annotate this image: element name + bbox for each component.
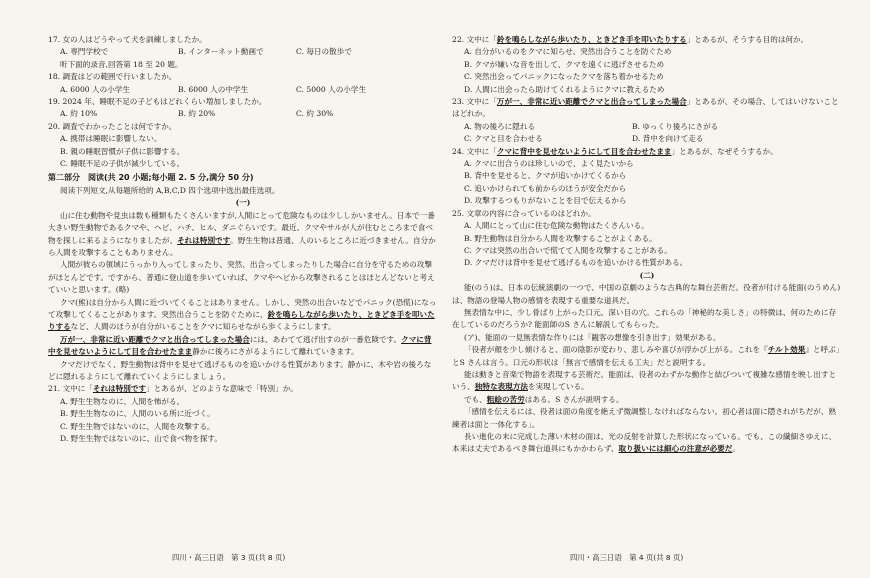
option-a: A. クマに出合うのは珍しいので、よく見たいから (464, 159, 634, 169)
question-21: 21. 文中に「それは特別です」とあるが、どのような意味で「特別」か。 (48, 384, 298, 394)
paragraph-4: 「役者が顔を少し傾けると、面の陰影が変わり、悲しみや喜びが浮かび上がる。これを『チルト効果』と呼ぶ」とS さんは言う。口元の形状は「無言で感情を伝える工夫」だと説明する。 (452, 345, 840, 367)
question-18: 18. 調査はどの範囲で行いましたか。 (48, 72, 177, 82)
option-b: B. 背中を見せると、クマが追いかけてくるから (464, 171, 627, 181)
option-c: C. 突然出会ってパニックになったクマを落ち着かせるため (464, 72, 664, 82)
option-b: B. 6000 人の中学生 (178, 84, 249, 94)
option-a: A. 自分がいるのをクマに知らせ、突然出合うことを防ぐため (464, 47, 672, 57)
section-instruction: 阅读下列短文,从每题所给的 A,B,C,D 四个选项中选出最佳选项。 (60, 185, 280, 195)
option-b: B. 野生動物は自分から人間を攻撃することがよくある。 (464, 233, 657, 243)
underlined-phrase: チルト効果 (767, 345, 806, 355)
underlined-phrase: それは特別です (177, 235, 231, 245)
question-23-options-row-1 (452, 121, 842, 133)
option-d: D. クマだけは背中を見せて逃げるものを追いかける性質がある。 (464, 258, 688, 268)
underlined-phrase: クマに背中を見せないようにして目を合わせたまま (48, 334, 432, 357)
paragraph-1: 山に住む動物や見虫は数も種類もたくさんいますが,人間にとって危険なものは少ししかいません。日本で一番大きい野生動物であるクマや、ヘビ、ハチ、ヒル、ダニぐらいです。最近、クマやサルが人が住むところまで食べ物を探しに来るようになりましたが、それは特別です。野生生物は普通、人のいるところに近づきません。自分から人間を攻撃することもありません。 (48, 210, 436, 257)
question-19-options (48, 108, 438, 120)
option-a: A. 専門学校で (60, 47, 109, 57)
option-a: A. 人間にとって山に住む危険な動物はたくさんいる。 (464, 221, 649, 231)
underlined-phrase: 万が一、非常に近い距離でクマと出合ってしまった場合 (60, 334, 250, 344)
option-a: A. 6000 人の小学生 (60, 84, 131, 94)
paragraph-1: 能(のう)は、日本の伝統演劇の一つで、中国の京劇のような古典的な舞台芸術だ。役者が付ける能面(のうめん)は、物語の登場人物の感情を表現する重要な道具だ。 (452, 283, 841, 305)
question-18-options (48, 84, 438, 96)
page-footer-left: 四川・高三日语 第 3 页(共 8 页) (172, 553, 286, 562)
underlined-phrase: クマに背中を見せないようにして目を合わせたまま (496, 146, 672, 156)
paragraph-8: 長い進化の末に完成した薄い木材の面は、光の反射を計算した形状になっている。でも、この繊細さゆえに、本来は丈夫であるべき舞台道具にもかかわらず、取り扱いには細心の注意が必要だ。 (452, 432, 837, 454)
option-b: B. 親の睡眠習慣が子供に影響する。 (60, 146, 185, 156)
option-d: D. 人間に出会ったら助けてくれるようにクマに教えるため (464, 84, 665, 94)
option-a: A. 携帯は睡眠に影響しない。 (60, 134, 162, 144)
option-c: C. 睡眠不足の子供が減少している。 (60, 159, 185, 169)
option-b: B. インターネット動画で (178, 47, 264, 57)
option-d: D. 野生生物ではないのに、山で食べ物を探す。 (60, 434, 222, 443)
option-c: C. 追いかけられても前からのほうが安全だから (464, 183, 627, 193)
question-17: 17. 女の人はどうやって犬を訓練しましたか。 (48, 35, 207, 44)
option-c: C. クマは突然の出合いで慌てて人間を攻撃することがある。 (464, 245, 672, 255)
option-a: A. 約 10% (60, 109, 98, 119)
question-20: 20. 調査でわかったことは何ですか。 (48, 121, 177, 131)
underlined-phrase: 万が一、非常に近い距離でクマと出合ってしまった場合 (496, 97, 687, 107)
option-b: B. クマが嫌いな音を出して、クマを遠くに逃げさせるため (464, 59, 665, 69)
passage-number: (二) (639, 270, 655, 280)
option-b: B. 野生生物なのに、人間のいる所に近づく。 (60, 409, 215, 419)
option-a: A. 野生生物なのに、人間を怖がる。 (60, 396, 185, 406)
left-column (48, 34, 438, 445)
listening-instruction: 听下面的录音,回答第 18 至 20 题。 (60, 59, 183, 69)
paragraph-3: クマ(熊)は自分から人間に近づいてくることはありません。しかし、突然の出合いなどでパニック(恐慌)になって攻撃してくることがあります。突然出合うことを防ぐために、鈴を鳴らしながら歩いたり、ときどき手を叩いたりするなど、人間のほうが自分がいることをクマに知らせながら歩くようにします。 (48, 297, 437, 332)
paragraph-5: クマだけでなく、野生動物は背中を見せて逃げるものを追いかける性質があります。静かに、木や岩の後ろなどに隠れるようにして離れていくようにしましょう。 (48, 359, 432, 381)
option-c: C. 毎日の散歩で (296, 47, 352, 57)
paragraph-6: でも、粗絵の苦労はある。S さんが説明する。 (464, 394, 624, 404)
option-b: B. 約 20% (178, 109, 216, 119)
option-d: D. 背中を向けて走る (632, 134, 704, 144)
paragraph-3: (ア)、能面の一見無表情な作りには「観客の想像を引き出す」効果がある。 (464, 332, 721, 342)
question-25: 25. 文章の内容に合っているのはどれか。 (452, 208, 596, 218)
paragraph-2: 人間が彼らの領域にうっかり入ってしまったり、突然、出合ってしまったりした場合に自分を守るための攻撃がほとんどです。ですから、普通に登山道を歩いていれば、クマやヘビから攻撃されることはほとんどないと考えていいと思います。(略) (48, 260, 435, 295)
question-19: 19. 2024 年、睡眠不足の子どもはどれくらい増加しましたか。 (48, 97, 267, 107)
underlined-phrase: 粗絵の苦労 (486, 394, 525, 404)
passage-number: (一) (235, 198, 251, 208)
section-heading: 第二部分 阅读(共 20 小题;每小题 2. 5 分,满分 50 分) (48, 173, 254, 183)
right-column (452, 34, 842, 456)
underlined-phrase: 鈴を鳴らしながら歩いたり、ときどき手を叩いたりする (48, 309, 435, 332)
paragraph-7: 「感情を伝えるには、役者は面の角度を絶えず微調整しなければならない。初心者は面に隠されがちだが、熟練者は面と一体化する」。 (452, 407, 837, 429)
question-23-options-row-2 (452, 133, 842, 145)
question-22: 22. 文中に「鈴を鳴らしながら歩いたり、ときどき手を叩いたりする」とあるが、そうする目的は何か。 (452, 35, 809, 44)
paragraph-2: 無表情な中に、少し骨ばり上がった口元、深い目の穴。これらの「神秘的な美しさ」の特徴は、何のために存在しているのだろうか? 能面師のS さんに解説してもらった。 (452, 307, 837, 330)
option-c: C. 5000 人の小学生 (296, 84, 367, 94)
option-c: C. クマと目を合わせる (464, 134, 543, 144)
option-c: C. 野生生物ではないのに、人間を攻撃する。 (60, 421, 215, 431)
question-24: 24. 文中に「クマに背中を見せないようにして目を合わせたまま」とあるが、なぜそうするか。 (452, 146, 778, 156)
underlined-phrase: 鈴を鳴らしながら歩いたり、ときどき手を叩いたりする (496, 35, 687, 44)
paragraph-5: 能は動きと音楽で物語を表現する芸術だ。能面は、役者のわずかな動作と結びついて複雑な感情を映し出すという、独特な表現方法を実現している。 (452, 369, 837, 392)
paragraph-4: 万が一、非常に近い距離でクマと出合ってしまった場合には、あわてて逃げ出すのが一番危険です。クマに背中を見せないようにして目を合わせたまま静かに後ろにさがるようにして離れていきます。 (48, 334, 432, 357)
underlined-phrase: それは特別です (92, 384, 147, 394)
underlined-phrase: 取り扱いには細心の注意が必要だ (618, 444, 733, 454)
page-footer-right: 四川・高三日语 第 4 页(共 8 页) (570, 553, 684, 562)
option-d: D. 攻撃するつもりがないことを目で伝えるから (464, 196, 627, 206)
underlined-phrase: 独特な表現方法 (474, 382, 528, 392)
option-b: B. ゆっくり後ろにさがる (632, 121, 719, 131)
question-23: 23. 文中に「万が一、非常に近い距離でクマと出合ってしまった場合」とあるが、その場合、してはいけないことはどれか。 (452, 97, 839, 119)
option-c: C. 約 30% (296, 109, 334, 119)
option-a: A. 物の後ろに隠れる (464, 121, 536, 131)
question-17-options (48, 46, 438, 58)
